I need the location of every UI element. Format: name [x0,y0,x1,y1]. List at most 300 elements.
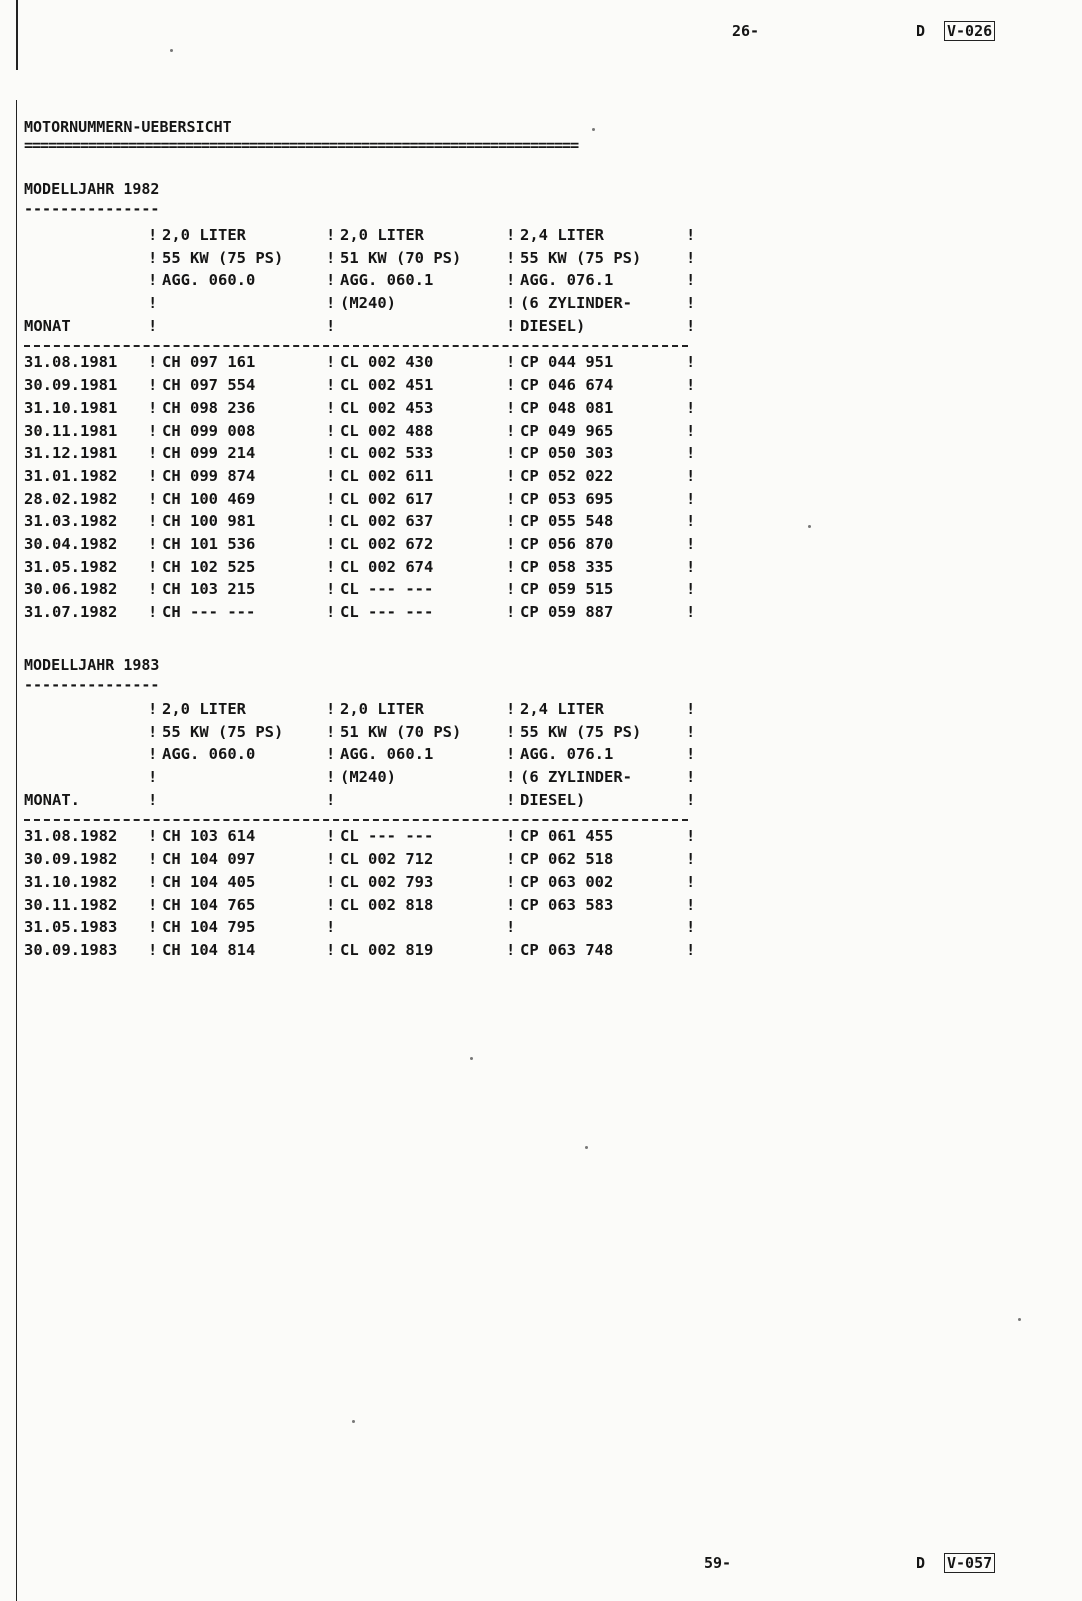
engine-number-cell [506,745,686,768]
engine-number-cell [148,271,326,294]
engine-number-cell [326,580,506,603]
engine-number-cell [326,444,506,467]
cell-text: 30.09.1983 [24,940,118,959]
column-separator: ! [506,248,516,267]
cell-text: 30.11.1981 [24,421,118,440]
engine-number-cell [148,422,326,445]
engine-number-cell [506,723,686,746]
section-heading-1983: MODELLJAHR 1983 [24,656,160,674]
cell-text: (M240) [340,294,396,313]
cell-text: 2,4 LITER [520,700,604,718]
column-separator: ! [686,512,696,531]
column-separator: ! [326,489,336,508]
left-margin-line [16,100,17,1601]
column-separator: ! [686,353,696,372]
column-separator: ! [148,316,158,335]
engine-number-cell [326,700,506,723]
cell-text: CP 063 002 [520,872,614,891]
cell-text: AGG. 060.1 [340,271,434,290]
column-separator: ! [686,603,696,621]
column-separator: ! [686,872,696,891]
scan-speck [470,1057,473,1060]
cell-text: CL 002 451 [340,376,434,395]
cell-text: 51 KW (70 PS) [340,722,462,741]
cell-text: 31.10.1982 [24,872,118,891]
table-row [24,490,695,513]
cell-text: 31.01.1982 [24,466,118,485]
cell-text: CH 099 008 [162,421,256,440]
engine-number-cell [506,535,686,558]
cell-text: 2,0 LITER [340,700,424,718]
column-separator: ! [326,376,336,395]
cell-text: 55 KW (75 PS) [162,722,284,741]
engine-number-cell [506,353,686,376]
column-separator: ! [686,722,696,741]
table-row [24,512,695,535]
cell-text: AGG. 060.1 [340,745,434,764]
month-cell [24,317,148,340]
cell-text: 55 KW (75 PS) [520,248,642,267]
column-separator: ! [148,580,158,599]
month-cell [24,700,148,723]
cell-text: CP 059 515 [520,580,614,599]
column-separator: ! [506,940,516,959]
table-row [24,941,695,964]
cell-text: CP 056 870 [520,534,614,553]
month-cell [24,422,148,445]
engine-number-cell [326,896,506,919]
engine-number-cell [326,271,506,294]
table-row [24,896,695,919]
column-separator: ! [148,850,158,869]
engine-number-cell [506,376,686,399]
cell-text: 31.10.1981 [24,398,118,417]
column-separator: ! [326,248,336,267]
engine-number-cell [326,603,506,626]
column-separator: ! [326,316,336,335]
cell-text: 30.09.1982 [24,850,118,869]
column-separator: ! [506,700,516,718]
engine-number-cell [148,226,326,249]
engine-number-cell [148,603,326,626]
engine-number-cell [326,873,506,896]
header-row [24,271,695,294]
engine-number-cell [326,422,506,445]
column-separator: ! [148,421,158,440]
header-row [24,226,695,249]
cell-text: AGG. 076.1 [520,745,614,764]
column-separator: ! [506,226,516,244]
column-separator: ! [686,557,696,576]
engine-number-cell [148,827,326,850]
cell-text: CP 048 081 [520,398,614,417]
engine-number-cell [148,490,326,513]
cell-text: (M240) [340,768,396,787]
column-separator: ! [506,398,516,417]
column-separator: ! [506,353,516,372]
column-separator: ! [326,421,336,440]
month-cell [24,444,148,467]
column-separator: ! [148,248,158,267]
engine-number-cell [506,271,686,294]
column-separator: ! [326,398,336,417]
column-separator: ! [326,353,336,372]
cell-text: 31.07.1982 [24,603,118,621]
header-row [24,294,695,317]
cell-text: CL --- --- [340,603,434,621]
month-cell [24,467,148,490]
engine-number-cell [326,791,506,814]
column-separator: ! [326,534,336,553]
header-row [24,768,695,791]
month-cell [24,603,148,626]
cell-text: CL 002 453 [340,398,434,417]
table-row [24,558,695,581]
engine-number-cell [506,490,686,513]
engine-number-cell [506,512,686,535]
engine-table-1983 [24,700,695,964]
engine-number-cell [326,467,506,490]
engine-number-cell [326,249,506,272]
cell-text: CP 063 583 [520,895,614,914]
column-separator: ! [686,489,696,508]
engine-number-cell [148,294,326,317]
column-separator: ! [506,895,516,914]
engine-number-cell [148,745,326,768]
column-separator: ! [326,294,336,313]
column-separator: ! [686,421,696,440]
cell-text: 31.05.1983 [24,918,118,937]
column-separator: ! [326,444,336,463]
column-separator: ! [326,603,336,621]
cell-text: CH 098 236 [162,398,256,417]
cell-text: (6 ZYLINDER- [520,294,632,313]
engine-number-cell [326,918,506,941]
page-number-bottom: 59- [704,1554,732,1572]
engine-number-cell [326,535,506,558]
cell-text: 30.06.1982 [24,580,118,599]
column-separator: ! [326,700,336,718]
column-separator: ! [326,722,336,741]
cell-text: CH 097 161 [162,353,256,372]
column-separator: ! [506,512,516,531]
column-separator: ! [686,466,696,485]
table-row [24,918,695,941]
month-cell [24,827,148,850]
cell-text: CP 063 748 [520,940,614,959]
table-row [24,873,695,896]
cell-text: CL 002 819 [340,940,434,959]
cell-text: CH 100 981 [162,512,256,531]
cell-text: 28.02.1982 [24,489,118,508]
header-row [24,745,695,768]
column-separator: ! [686,790,696,809]
section-underline-1982: --------------- [24,200,160,218]
doc-letter-top: D [916,22,926,40]
engine-number-cell [506,700,686,723]
cell-text: CH 104 097 [162,850,256,869]
cell-text: 51 KW (70 PS) [340,248,462,267]
engine-number-cell [148,399,326,422]
column-separator: ! [148,557,158,576]
cell-text: CH 099 214 [162,444,256,463]
table-row [24,603,695,626]
column-separator: ! [506,918,516,937]
engine-number-cell [148,512,326,535]
engine-number-cell [148,317,326,340]
engine-number-cell [506,603,686,626]
column-separator: ! [506,557,516,576]
scan-speck [808,525,811,528]
column-separator: ! [148,466,158,485]
month-cell [24,226,148,249]
table-row [24,422,695,445]
cell-text: AGG. 060.0 [162,745,256,764]
column-separator: ! [148,790,158,809]
engine-number-cell [148,558,326,581]
engine-number-cell [506,791,686,814]
engine-number-cell [326,745,506,768]
engine-number-cell [326,850,506,873]
cell-text: 2,0 LITER [162,226,246,244]
column-separator: ! [686,248,696,267]
column-separator: ! [506,316,516,335]
column-separator: ! [326,940,336,959]
column-separator: ! [686,376,696,395]
engine-number-cell [326,353,506,376]
header-row [24,723,695,746]
engine-number-cell [148,723,326,746]
engine-number-cell [148,941,326,964]
column-separator: ! [686,271,696,290]
cell-text: CH 104 795 [162,918,256,937]
engine-number-cell [148,873,326,896]
engine-number-cell [506,580,686,603]
cell-text: CH 104 814 [162,940,256,959]
column-separator: ! [506,489,516,508]
engine-number-cell [326,226,506,249]
section-heading-1982: MODELLJAHR 1982 [24,180,160,198]
month-cell [24,271,148,294]
engine-number-cell [506,918,686,941]
engine-number-cell [326,768,506,791]
month-cell [24,791,148,814]
month-cell [24,490,148,513]
engine-number-cell [506,850,686,873]
dashed-rule [24,813,695,827]
engine-number-cell [506,873,686,896]
column-separator: ! [506,421,516,440]
cell-text: 2,0 LITER [162,700,246,718]
month-cell [24,376,148,399]
cell-text: AGG. 076.1 [520,271,614,290]
cell-text: 55 KW (75 PS) [520,722,642,741]
column-separator: ! [148,940,158,959]
engine-number-cell [148,580,326,603]
engine-number-cell [506,399,686,422]
column-separator: ! [148,294,158,313]
column-separator: ! [686,226,696,244]
doc-letter-bottom: D [916,1554,926,1572]
cell-text: CP 052 022 [520,466,614,485]
column-separator: ! [148,895,158,914]
table-row [24,850,695,873]
engine-number-cell [506,317,686,340]
column-separator: ! [506,603,516,621]
column-separator: ! [686,918,696,937]
column-separator: ! [506,294,516,313]
dashed-line [24,345,688,347]
column-separator: ! [326,768,336,787]
column-separator: ! [686,316,696,335]
column-separator: ! [686,850,696,869]
engine-number-cell [148,353,326,376]
column-separator: ! [506,466,516,485]
column-separator: ! [506,745,516,764]
cell-text: CP 044 951 [520,353,614,372]
month-cell [24,896,148,919]
engine-number-cell [506,249,686,272]
cell-text: AGG. 060.0 [162,271,256,290]
cell-text: CL --- --- [340,827,434,846]
column-separator: ! [686,745,696,764]
doc-ref-bottom: V-057 [944,1553,995,1573]
column-separator: ! [686,444,696,463]
header-row [24,700,695,723]
cell-text: CP 061 455 [520,827,614,846]
column-separator: ! [506,790,516,809]
column-separator: ! [326,850,336,869]
cell-text: CP 058 335 [520,557,614,576]
engine-number-cell [506,896,686,919]
scan-speck [170,49,173,52]
cell-text: CH 104 405 [162,872,256,891]
engine-number-cell [506,226,686,249]
cell-text: 55 KW (75 PS) [162,248,284,267]
engine-number-cell [148,444,326,467]
table-row [24,376,695,399]
cell-text: CP 046 674 [520,376,614,395]
page-number-top: 26- [732,22,760,40]
cell-text: 31.05.1982 [24,557,118,576]
engine-number-cell [148,535,326,558]
header-row [24,249,695,272]
column-separator: ! [326,745,336,764]
page-title: MOTORNUMMERN-UEBERSICHT [24,118,232,136]
engine-number-cell [326,294,506,317]
header-row [24,791,695,814]
column-separator: ! [148,271,158,290]
column-separator: ! [686,580,696,599]
cell-text: (6 ZYLINDER- [520,768,632,787]
column-separator: ! [326,512,336,531]
cell-text: CL 002 712 [340,850,434,869]
cell-text: CL 002 430 [340,353,434,372]
engine-number-cell [326,317,506,340]
engine-number-cell [506,444,686,467]
engine-number-cell [506,558,686,581]
cell-text: CL 002 611 [340,466,434,485]
cell-text: 31.12.1981 [24,444,118,463]
cell-text: CP 053 695 [520,489,614,508]
cell-text: CH 103 215 [162,580,256,599]
doc-ref-top: V-026 [944,21,995,41]
column-separator: ! [148,353,158,372]
column-separator: ! [148,872,158,891]
cell-text: CL 002 617 [340,489,434,508]
engine-number-cell [326,490,506,513]
cell-text: CL 002 674 [340,557,434,576]
column-separator: ! [506,580,516,599]
cell-text: CH 099 874 [162,466,256,485]
month-cell [24,294,148,317]
column-separator: ! [506,850,516,869]
cell-text: CP 050 303 [520,444,614,463]
cell-text: CL 002 793 [340,872,434,891]
month-cell [24,850,148,873]
engine-number-cell [148,700,326,723]
column-separator: ! [686,294,696,313]
cell-text: CL --- --- [340,580,434,599]
engine-number-cell [148,918,326,941]
column-separator: ! [148,376,158,395]
column-separator: ! [148,398,158,417]
table-row [24,580,695,603]
column-separator: ! [148,226,158,244]
month-cell [24,353,148,376]
cell-text: 30.04.1982 [24,534,118,553]
column-separator: ! [686,768,696,787]
cell-text: CL 002 488 [340,421,434,440]
cell-text: CL 002 672 [340,534,434,553]
table-row [24,467,695,490]
cell-text: CH --- --- [162,603,256,621]
table-row [24,353,695,376]
engine-number-cell [326,941,506,964]
cell-text: CP 059 887 [520,603,614,621]
column-separator: ! [686,940,696,959]
table-row [24,444,695,467]
month-cell [24,580,148,603]
engine-number-cell [506,467,686,490]
column-separator: ! [506,827,516,846]
left-margin-line-top [16,0,18,70]
engine-number-cell [506,768,686,791]
scan-speck [352,1420,355,1423]
month-cell [24,558,148,581]
cell-text: CP 049 965 [520,421,614,440]
column-separator: ! [506,444,516,463]
engine-number-cell [148,467,326,490]
column-separator: ! [326,827,336,846]
column-separator: ! [326,226,336,244]
engine-number-cell [148,249,326,272]
engine-number-cell [148,850,326,873]
month-cell [24,399,148,422]
column-separator: ! [148,444,158,463]
column-separator: ! [148,534,158,553]
cell-text: 2,4 LITER [520,226,604,244]
header-separator [24,339,695,353]
month-cell [24,918,148,941]
cell-text: CH 101 536 [162,534,256,553]
column-separator: ! [686,827,696,846]
cell-text: CP 062 518 [520,850,614,869]
table-row [24,827,695,850]
cell-text: MONAT [24,316,71,335]
engine-number-cell [506,422,686,445]
cell-text: CH 103 614 [162,827,256,846]
